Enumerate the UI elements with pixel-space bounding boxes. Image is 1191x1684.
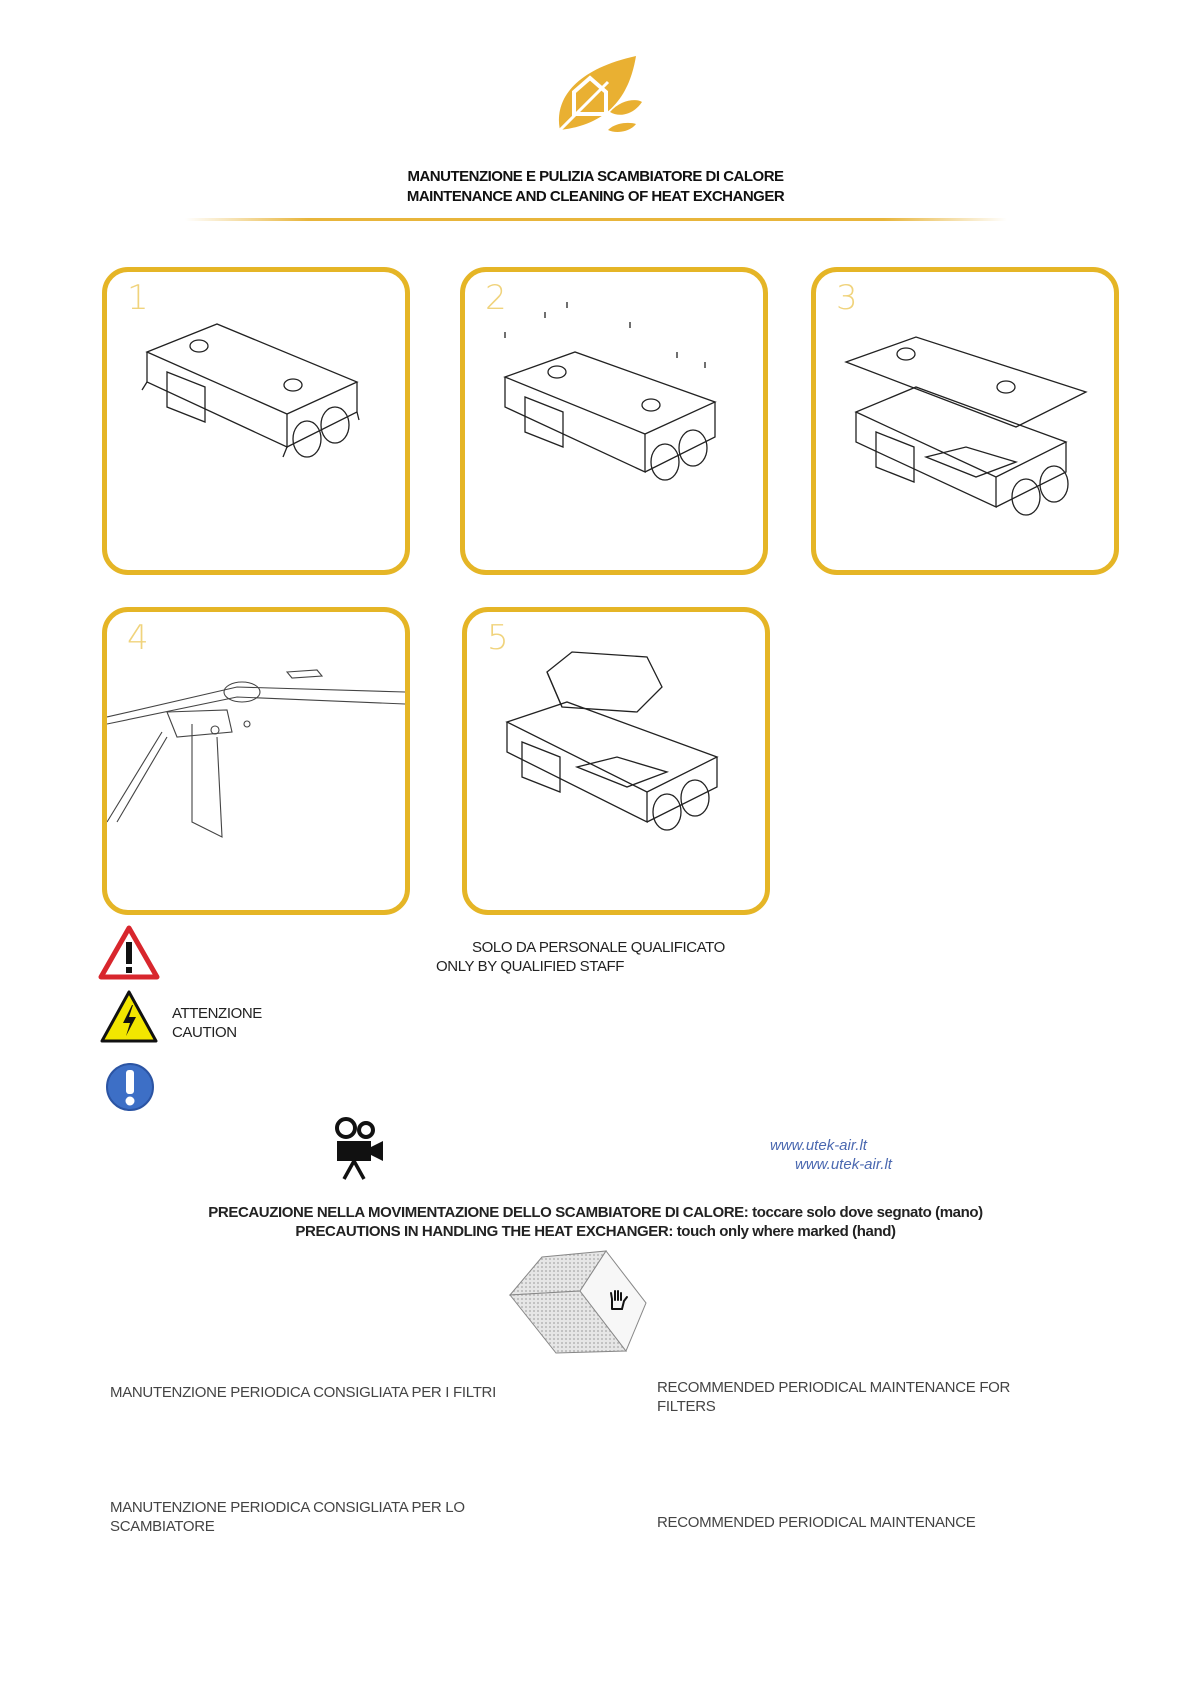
- exchanger-removal-illustration: [467, 612, 765, 910]
- handling-text-it: PRECAUZIONE NELLA MOVIMENTAZIONE DELLO SCAMBIATORE DI CALORE: toccare solo dove segnato (mano): [208, 1204, 983, 1221]
- qualified-staff-it: SOLO DA PERSONALE QUALIFICATO: [472, 939, 725, 956]
- page-title-it: MANUTENZIONE E PULIZIA SCAMBIATORE DI CALORE: [407, 168, 784, 185]
- electric-hazard-icon: [99, 989, 159, 1045]
- detail-bracket-illustration: [107, 612, 405, 910]
- warning-exclamation-icon: [98, 925, 160, 981]
- step-number: 1: [127, 278, 149, 318]
- maintenance-exchanger-en: RECOMMENDED PERIODICAL MAINTENANCE: [657, 1514, 976, 1531]
- step-number: 3: [836, 278, 858, 318]
- step-number: 2: [485, 278, 507, 318]
- step-panel-5: [462, 607, 770, 915]
- page-title-en: MAINTENANCE AND CLEANING OF HEAT EXCHANGER: [406, 188, 785, 205]
- caution-en: CAUTION: [172, 1024, 237, 1041]
- info-exclamation-icon: [105, 1062, 155, 1112]
- qualified-staff-en: ONLY BY QUALIFIED STAFF: [436, 958, 625, 975]
- step-panel-1: [102, 267, 410, 575]
- handling-text-en: PRECAUTIONS IN HANDLING THE HEAT EXCHANGER: touch only where marked (hand): [295, 1223, 896, 1240]
- step-panel-4: [102, 607, 410, 915]
- maintenance-exchanger-it: MANUTENZIONE PERIODICA CONSIGLIATA PER LO SCAMBIATORE: [110, 1499, 465, 1535]
- step-panel-2: [460, 267, 768, 575]
- video-camera-icon[interactable]: [335, 1117, 385, 1181]
- heat-exchanger-hand-illustration: [508, 1245, 648, 1357]
- unit-screws-illustration: [465, 272, 763, 570]
- video-link-2[interactable]: www.utek-air.lt: [795, 1156, 892, 1173]
- title-divider: [185, 218, 1007, 221]
- step-number: 4: [127, 618, 149, 658]
- maintenance-filters-it: MANUTENZIONE PERIODICA CONSIGLIATA PER I FILTRI: [110, 1384, 496, 1401]
- step-number: 5: [487, 618, 509, 658]
- caution-it: ATTENZIONE: [172, 1005, 262, 1022]
- unit-open-lid-illustration: [816, 272, 1114, 570]
- step-panel-3: [811, 267, 1119, 575]
- maintenance-filters-en: RECOMMENDED PERIODICAL MAINTENANCE FOR FILTERS: [657, 1379, 1011, 1415]
- unit-closed-illustration: [107, 272, 405, 570]
- video-link-1[interactable]: www.utek-air.lt: [770, 1137, 867, 1154]
- leaf-house-logo-icon: [550, 52, 644, 134]
